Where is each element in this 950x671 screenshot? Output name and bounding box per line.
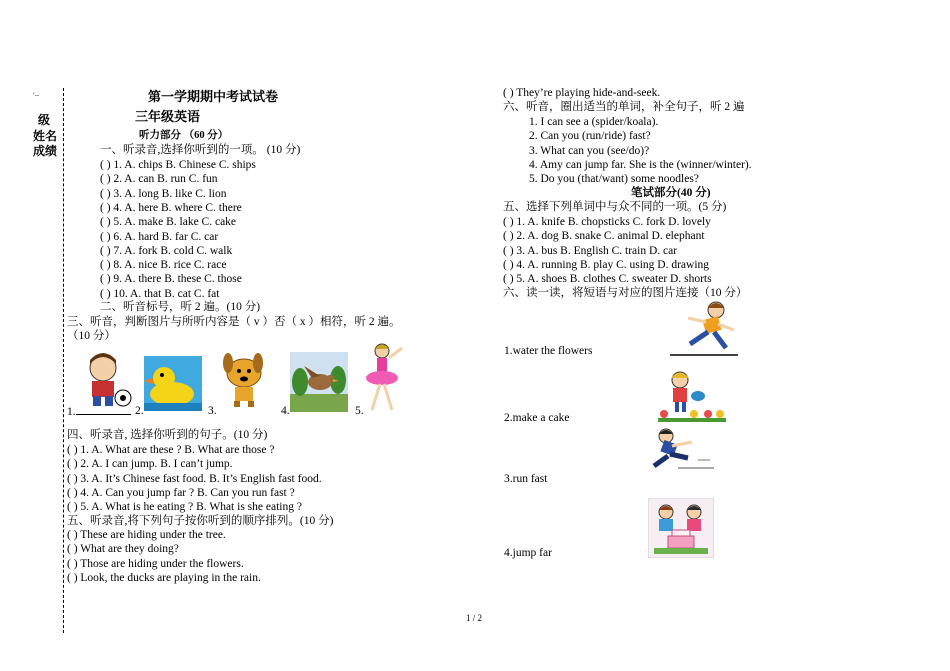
list-item: ( ) 3. A. long B. like C. lion [100,187,227,200]
written-heading: 笔试部分(40 分) [631,187,711,199]
list-item: ( ) 4. A. running B. play C. using D. drawing [503,258,710,271]
girl-watering-flowers-picture [658,370,726,422]
jumping-boy-picture [648,428,716,472]
list-item: 4. Amy can jump far. She is the (winner/winter). [529,158,752,171]
sidebar-mark: '-- [33,92,39,99]
section-1-heading: 一、听录音,选择你听到的一项。 (10 分) [100,144,301,156]
section-6-heading: 六、听音，圈出适当的单词，补全句子，听 2 遍 [503,101,745,113]
list-item: ( ) 1. A. chips B. Chinese C. ships [100,159,256,171]
list-item: ( ) 4. A. here B. where C. there [100,201,242,214]
list-item: ( ) 3. A. It’s Chinese fast food. B. It’s English fast food. [67,472,322,485]
pic-label-2: 2. [135,405,144,417]
list-item: ( ) 8. A. nice B. rice C. race [100,259,227,272]
binding-line [63,88,64,633]
section-1-list [100,158,400,303]
list-item: ( ) 2. A. I can jump. B. I can’t jump. [67,458,233,471]
page-subtitle: 三年级英语 [135,109,201,124]
list-item: 2. Can you (run/ride) fast? [529,130,651,143]
boy-football-picture [75,350,135,410]
pic-label-1 [67,404,131,419]
list-item: ( ) 3. A. bus B. English C. train D. car [503,244,678,257]
list-item: 1. I can see a (spider/koala). [529,116,659,128]
answer-blank[interactable] [76,404,131,415]
pic-label-5: 5. [355,405,364,417]
list-item: ( ) They’re playing hide-and-seek. [503,87,661,99]
class-label: 级 [38,113,51,127]
phrase-item: 1.water the flowers [504,345,593,357]
list-item: ( ) These are hiding under the tree. [67,529,226,541]
section-5-heading: 五、听录音,将下列句子按你听到的顺序排列。(10 分) [67,515,334,527]
list-item: ( ) 9. A. there B. these C. those [100,273,242,286]
list-item: ( ) 7. A. fork B. cold C. walk [100,244,233,257]
pic-label-4: 4. [281,405,290,417]
phrase-item: 2.make a cake [504,412,570,424]
dog-picture [218,349,270,409]
dancing-girl-picture [362,342,410,414]
written-section-5-list [503,215,823,290]
list-item: 3. What can you (see/do)? [529,144,650,157]
phrase-item: 3.run fast [504,473,548,485]
list-item: ( ) 1. A. What are these ? B. What are those ? [67,444,275,456]
score-label: 成绩 [33,144,58,158]
list-item: ( ) What are they doing? [67,543,179,556]
pic-label-3: 3. [208,405,217,417]
list-item: ( ) 2. A. dog B. snake C. animal D. elephant [503,230,705,243]
list-item: ( ) Those are hiding under the flowers. [67,557,244,570]
section-5-list [67,528,367,588]
section-4-heading: 四、听录音, 选择你听到的句子。(10 分) [67,429,268,441]
name-label: 姓名 [33,129,58,143]
duck-picture [144,356,202,411]
page-number: 1 / 2 [466,613,483,623]
list-item: ( ) 2. A. can B. run C. fun [100,173,218,186]
list-item: ( ) 5. A. shoes B. clothes C. sweater D. shorts [503,273,712,286]
list-item: ( ) 10. A. that B. cat C. fat [100,287,220,300]
running-boy-picture [668,300,740,358]
kids-making-cake-picture [648,498,714,558]
section-6-list [529,115,829,187]
list-item: ( ) 1. A. knife B. chopsticks C. fork D. lovely [503,216,711,228]
list-item: ( ) 5. A. What is he eating ? B. What is she eating ? [67,501,302,514]
section-2-heading: 二、听音标号，听 2 遍。(10 分) [100,301,261,313]
listening-heading: 听力部分 （60 分） [139,130,229,141]
section-4-list [67,443,407,518]
list-item: ( ) 5. A. make B. lake C. cake [100,216,237,229]
page-title: 第一学期期中考试试卷 [148,89,279,104]
list-item: ( ) 6. A. hard B. far C. car [100,230,219,243]
list-item: ( ) 4. A. Can you jump far ? B. Can you run fast ? [67,486,295,499]
written-section-5-heading: 五、选择下列单词中与众不同的一项。(5 分) [503,201,727,213]
section-3-heading: 三、听音，判断图片与所听内容是（ v ）否（ x ）相符，听 2 遍。 [67,316,401,328]
phrase-item: 4.jump far [504,547,552,559]
list-item: 5. Do you (that/want) some noodles? [529,173,699,186]
list-item: ( ) Look, the ducks are playing in the rain. [67,571,261,584]
section-3-score: （10 分） [67,330,116,342]
written-section-6-heading: 六、读一读，将短语与对应的图片连接（10 分） [503,287,748,299]
pic-number-1: 1. [67,406,76,418]
bird-picture [290,352,348,412]
